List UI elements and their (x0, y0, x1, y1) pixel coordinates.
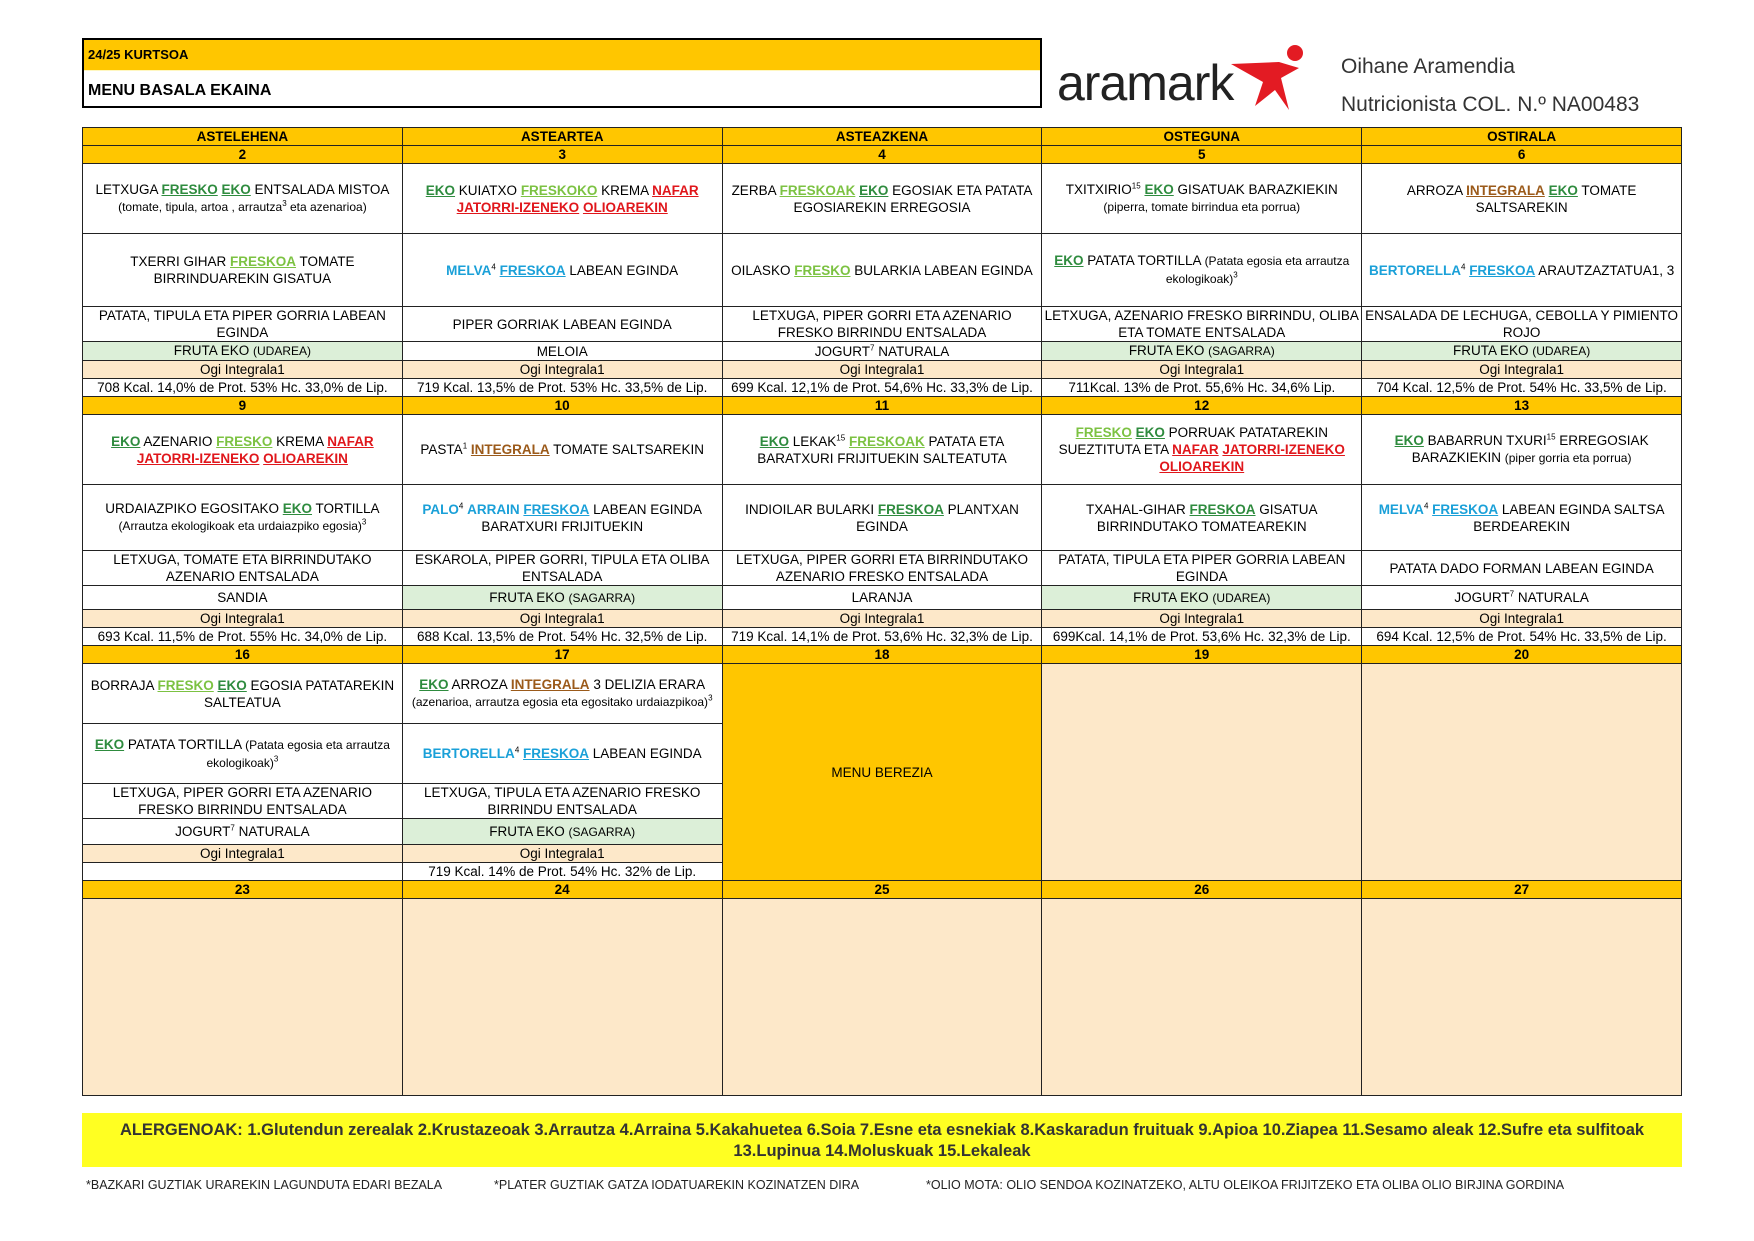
nutritionist-info (1341, 48, 1639, 124)
date-cell: 6 (1362, 146, 1682, 164)
bread-cell: Ogi Integrala1 (402, 845, 722, 863)
bread-cell: Ogi Integrala1 (722, 610, 1042, 628)
star-person-icon (1229, 40, 1315, 116)
dessert-cell: MELOIA (402, 342, 722, 361)
weekday-header: ASTEARTEA (402, 128, 722, 146)
side-dish-cell: PATATA, TIPULA ETA PIPER GORRIA LABEAN EGINDA (83, 307, 403, 342)
side-dish-cell: PATATA DADO FORMAN LABEAN EGINDA (1362, 551, 1682, 586)
nutrition-cell: 699Kcal. 14,1% de Prot. 53,6% Hc. 32,3% de Lip. (1042, 628, 1362, 646)
side-dish-cell: LETXUGA, PIPER GORRI ETA AZENARIO FRESKO BIRRINDU ENTSALADA (722, 307, 1042, 342)
bread-cell: Ogi Integrala1 (83, 610, 403, 628)
date-cell: 16 (83, 646, 403, 664)
nutrition-row (83, 628, 1682, 646)
first-course-row (83, 415, 1682, 485)
dessert-cell: LARANJA (722, 586, 1042, 610)
second-course-cell: EKO PATATA TORTILLA (Patata egosia eta arrautza ekologikoak)$^3$ (1042, 234, 1362, 307)
nutrition-cell: 693 Kcal. 11,5% de Prot. 55% Hc. 34,0% de Lip. (83, 628, 403, 646)
dessert-cell: JOGURT$^7$ NATURALA (1362, 586, 1682, 610)
nutrition-cell: 699 Kcal. 12,1% de Prot. 54,6% Hc. 33,3% de Lip. (722, 379, 1042, 397)
weekday-header: ASTELEHENA (83, 128, 403, 146)
side-dish-cell: LETXUGA, TOMATE ETA BIRRINDUTAKO AZENARIO ENTSALADA (83, 551, 403, 586)
bread-cell: Ogi Integrala1 (1042, 610, 1362, 628)
first-course-cell: EKO ARROZA INTEGRALA 3 DELIZIA ERARA (azenarioa, arrautza egosia eta egositako urdaiazpikoa)$^3$ (402, 664, 722, 724)
nutrition-cell: 708 Kcal. 14,0% de Prot. 53% Hc. 33,0% de Lip. (83, 379, 403, 397)
second-course-cell: EKO PATATA TORTILLA (Patata egosia eta arrautza ekologikoak)$^3$ (83, 724, 403, 784)
date-cell: 17 (402, 646, 722, 664)
nutritionist-id: Nutricionista COL. N.º NA00483 (1341, 93, 1640, 116)
allergen-legend: ALERGENOAK: 1.Glutendun zerealak 2.Krustazeoak 3.Arrautza 4.Arraina 5.Kakahuetea 6.Soia 7.Esne eta esnekiak 8.Kaskaradun fruituak 9.Apioa 10.Ziapea 11.Sesamo aleak 12.Sufre eta sulfitoak 13.Lupinua 14.Moluskuak 15.Lekaleak (82, 1113, 1682, 1167)
first-course-row (83, 164, 1682, 234)
second-course-cell: OILASKO FRESKO BULARKIA LABEAN EGINDA (722, 234, 1042, 307)
empty-day-cell (1042, 899, 1362, 1096)
nutrition-cell: 719 Kcal. 14% de Prot. 54% Hc. 32% de Lip. (402, 863, 722, 881)
nutrition-cell: 711Kcal. 13% de Prot. 55,6% Hc. 34,6% Lip. (1042, 379, 1362, 397)
first-course-cell: BORRAJA FRESKO EKO EGOSIA PATATAREKIN SALTEATUA (83, 664, 403, 724)
bread-cell: Ogi Integrala1 (1362, 361, 1682, 379)
second-course-cell: INDIOILAR BULARKI FRESKOA PLANTXAN EGINDA (722, 485, 1042, 551)
first-course-cell: EKO KUIATXO FRESKOKO KREMA NAFAR JATORRI-IZENEKO OLIOAREKIN (402, 164, 722, 234)
bread-cell: Ogi Integrala1 (83, 361, 403, 379)
first-course-row (83, 664, 1682, 724)
second-course-row (83, 485, 1682, 551)
side-dish-cell: LETXUGA, PIPER GORRI ETA AZENARIO FRESKO BIRRINDU ENTSALADA (83, 784, 403, 819)
side-dish-cell: PATATA, TIPULA ETA PIPER GORRIA LABEAN EGINDA (1042, 551, 1362, 586)
footnote: *PLATER GUZTIAK GATZA IODATUAREKIN KOZINATZEN DIRA (494, 1178, 860, 1192)
second-course-cell: URDAIAZPIKO EGOSITAKO EKO TORTILLA (Arrautza ekologikoak eta urdaiazpiko egosia)$^3$ (83, 485, 403, 551)
second-course-cell: MELVA$^4$ FRESKOA LABEAN EGINDA SALTSA BERDEAREKIN (1362, 485, 1682, 551)
empty-day-cell (1042, 664, 1362, 881)
side-dish-cell: LETXUGA, AZENARIO FRESKO BIRRINDU, OLIBA ETA TOMATE ENTSALADA (1042, 307, 1362, 342)
side-dish-row (83, 307, 1682, 342)
footnote: *OLIO MOTA: OLIO SENDOA KOZINATZEKO, ALTU OLEIKOA FRIJITZEKO ETA OLIBA OLIO BIRJINA GORDINA (926, 1178, 1565, 1192)
side-dish-cell: ENSALADA DE LECHUGA, CEBOLLA Y PIMIENTO ROJO (1362, 307, 1682, 342)
nutrition-cell: 694 Kcal. 12,5% de Prot. 54% Hc. 33,5% de Lip. (1362, 628, 1682, 646)
nutrition-cell: 719 Kcal. 13,5% de Prot. 53% Hc. 33,5% de Lip. (402, 379, 722, 397)
second-course-row (83, 234, 1682, 307)
nutrition-cell: 704 Kcal. 12,5% de Prot. 54% Hc. 33,5% de Lip. (1362, 379, 1682, 397)
bread-cell: Ogi Integrala1 (1042, 361, 1362, 379)
date-row (83, 397, 1682, 415)
side-dish-cell: LETXUGA, TIPULA ETA AZENARIO FRESKO BIRRINDU ENTSALADA (402, 784, 722, 819)
side-dish-row (83, 551, 1682, 586)
first-course-cell: ZERBA FRESKOAK EKO EGOSIAK ETA PATATA EGOSIAREKIN ERREGOSIA (722, 164, 1042, 234)
date-cell: 10 (402, 397, 722, 415)
dessert-cell: FRUTA EKO (UDAREA) (1362, 342, 1682, 361)
date-row (83, 646, 1682, 664)
date-cell: 27 (1362, 881, 1682, 899)
first-course-cell: PASTA$^1$ INTEGRALA TOMATE SALTSAREKIN (402, 415, 722, 485)
dessert-cell: FRUTA EKO (UDAREA) (1042, 586, 1362, 610)
date-cell: 25 (722, 881, 1042, 899)
bread-row (83, 610, 1682, 628)
nutritionist-name: Oihane Aramendia (1341, 55, 1515, 78)
dessert-cell: JOGURT$^7$ NATURALA (83, 819, 403, 845)
weekday-header: OSTIRALA (1362, 128, 1682, 146)
second-course-cell: BERTORELLA$^4$ FRESKOA ARAUTZAZTATUA1, 3 (1362, 234, 1682, 307)
nutrition-cell: 719 Kcal. 14,1% de Prot. 53,6% Hc. 32,3% de Lip. (722, 628, 1042, 646)
second-course-cell: BERTORELLA$^4$ FRESKOA LABEAN EGINDA (402, 724, 722, 784)
dessert-row (83, 342, 1682, 361)
dessert-cell: SANDIA (83, 586, 403, 610)
course-label: 24/25 KURTSOA (84, 40, 1040, 70)
special-menu-cell: MENU BEREZIA (722, 664, 1042, 881)
bread-cell: Ogi Integrala1 (722, 361, 1042, 379)
date-row (83, 146, 1682, 164)
date-cell: 19 (1042, 646, 1362, 664)
second-course-cell: TXERRI GIHAR FRESKOA TOMATE BIRRINDUAREKIN GISATUA (83, 234, 403, 307)
first-course-cell: FRESKO EKO PORRUAK PATATAREKIN SUEZTITUTA ETA NAFAR JATORRI-IZENEKO OLIOAREKIN (1042, 415, 1362, 485)
date-row (83, 881, 1682, 899)
empty-day-cell (722, 899, 1042, 1096)
weekday-header: ASTEAZKENA (722, 128, 1042, 146)
nutrition-cell: 688 Kcal. 13,5% de Prot. 54% Hc. 32,5% de Lip. (402, 628, 722, 646)
second-course-cell: MELVA$^4$ FRESKOA LABEAN EGINDA (402, 234, 722, 307)
empty-day-cell (1362, 664, 1682, 881)
first-course-cell: EKO AZENARIO FRESKO KREMA NAFAR JATORRI-IZENEKO OLIOAREKIN (83, 415, 403, 485)
dessert-cell: FRUTA EKO (SAGARRA) (402, 586, 722, 610)
date-cell: 13 (1362, 397, 1682, 415)
bread-cell: Ogi Integrala1 (402, 610, 722, 628)
page-title: MENU BASALA EKAINA (84, 70, 1040, 106)
second-course-cell: PALO$^4$ ARRAIN FRESKOA LABEAN EGINDA BARATXURI FRIJITUEKIN (402, 485, 722, 551)
first-course-cell: EKO LEKAK$^{15}$ FRESKOAK PATATA ETA BARATXURI FRIJITUEKIN SALTEATUTA (722, 415, 1042, 485)
first-course-cell: LETXUGA FRESKO EKO ENTSALADA MISTOA (tomate, tipula, artoa , arrautza$^3$ eta azenarioa) (83, 164, 403, 234)
first-course-cell: TXITXIRIO$^{15}$ EKO GISATUAK BARAZKIEKIN (piperra, tomate birrindua eta porrua) (1042, 164, 1362, 234)
dessert-cell: FRUTA EKO (SAGARRA) (402, 819, 722, 845)
bread-cell: Ogi Integrala1 (83, 845, 403, 863)
side-dish-cell: LETXUGA, PIPER GORRI ETA BIRRINDUTAKO AZENARIO FRESKO ENTSALADA (722, 551, 1042, 586)
side-dish-cell: ESKAROLA, PIPER GORRI, TIPULA ETA OLIBA ENTSALADA (402, 551, 722, 586)
empty-day-cell (83, 899, 403, 1096)
first-course-cell: EKO BABARRUN TXURI$^{15}$ ERREGOSIAK BARAZKIEKIN (piper gorria eta porrua) (1362, 415, 1682, 485)
date-cell: 5 (1042, 146, 1362, 164)
date-cell: 2 (83, 146, 403, 164)
aramark-logo (1057, 40, 1307, 116)
empty-week-row (83, 899, 1682, 1096)
date-cell: 23 (83, 881, 403, 899)
menu-table (82, 127, 1682, 1096)
logo-wordmark: aramark (1057, 55, 1234, 111)
empty-day-cell (402, 899, 722, 1096)
empty-day-cell (1362, 899, 1682, 1096)
header-box (82, 38, 1042, 108)
dessert-cell: JOGURT$^7$ NATURALA (722, 342, 1042, 361)
dessert-cell: FRUTA EKO (UDAREA) (83, 342, 403, 361)
weekday-header: OSTEGUNA (1042, 128, 1362, 146)
dessert-row (83, 586, 1682, 610)
footnote: *BAZKARI GUZTIAK URAREKIN LAGUNDUTA EDARI BEZALA (86, 1178, 443, 1192)
side-dish-cell: PIPER GORRIAK LABEAN EGINDA (402, 307, 722, 342)
dessert-cell: FRUTA EKO (SAGARRA) (1042, 342, 1362, 361)
bread-cell: Ogi Integrala1 (1362, 610, 1682, 628)
date-cell: 9 (83, 397, 403, 415)
date-cell: 24 (402, 881, 722, 899)
date-cell: 26 (1042, 881, 1362, 899)
nutrition-cell (83, 863, 403, 881)
date-cell: 12 (1042, 397, 1362, 415)
date-cell: 11 (722, 397, 1042, 415)
date-cell: 3 (402, 146, 722, 164)
bread-cell: Ogi Integrala1 (402, 361, 722, 379)
first-course-cell: ARROZA INTEGRALA EKO TOMATE SALTSAREKIN (1362, 164, 1682, 234)
second-course-cell: TXAHAL-GIHAR FRESKOA GISATUA BIRRINDUTAKO TOMATEAREKIN (1042, 485, 1362, 551)
nutrition-row (83, 379, 1682, 397)
date-cell: 20 (1362, 646, 1682, 664)
date-cell: 4 (722, 146, 1042, 164)
bread-row (83, 361, 1682, 379)
weekday-header-row (83, 128, 1682, 146)
date-cell: 18 (722, 646, 1042, 664)
